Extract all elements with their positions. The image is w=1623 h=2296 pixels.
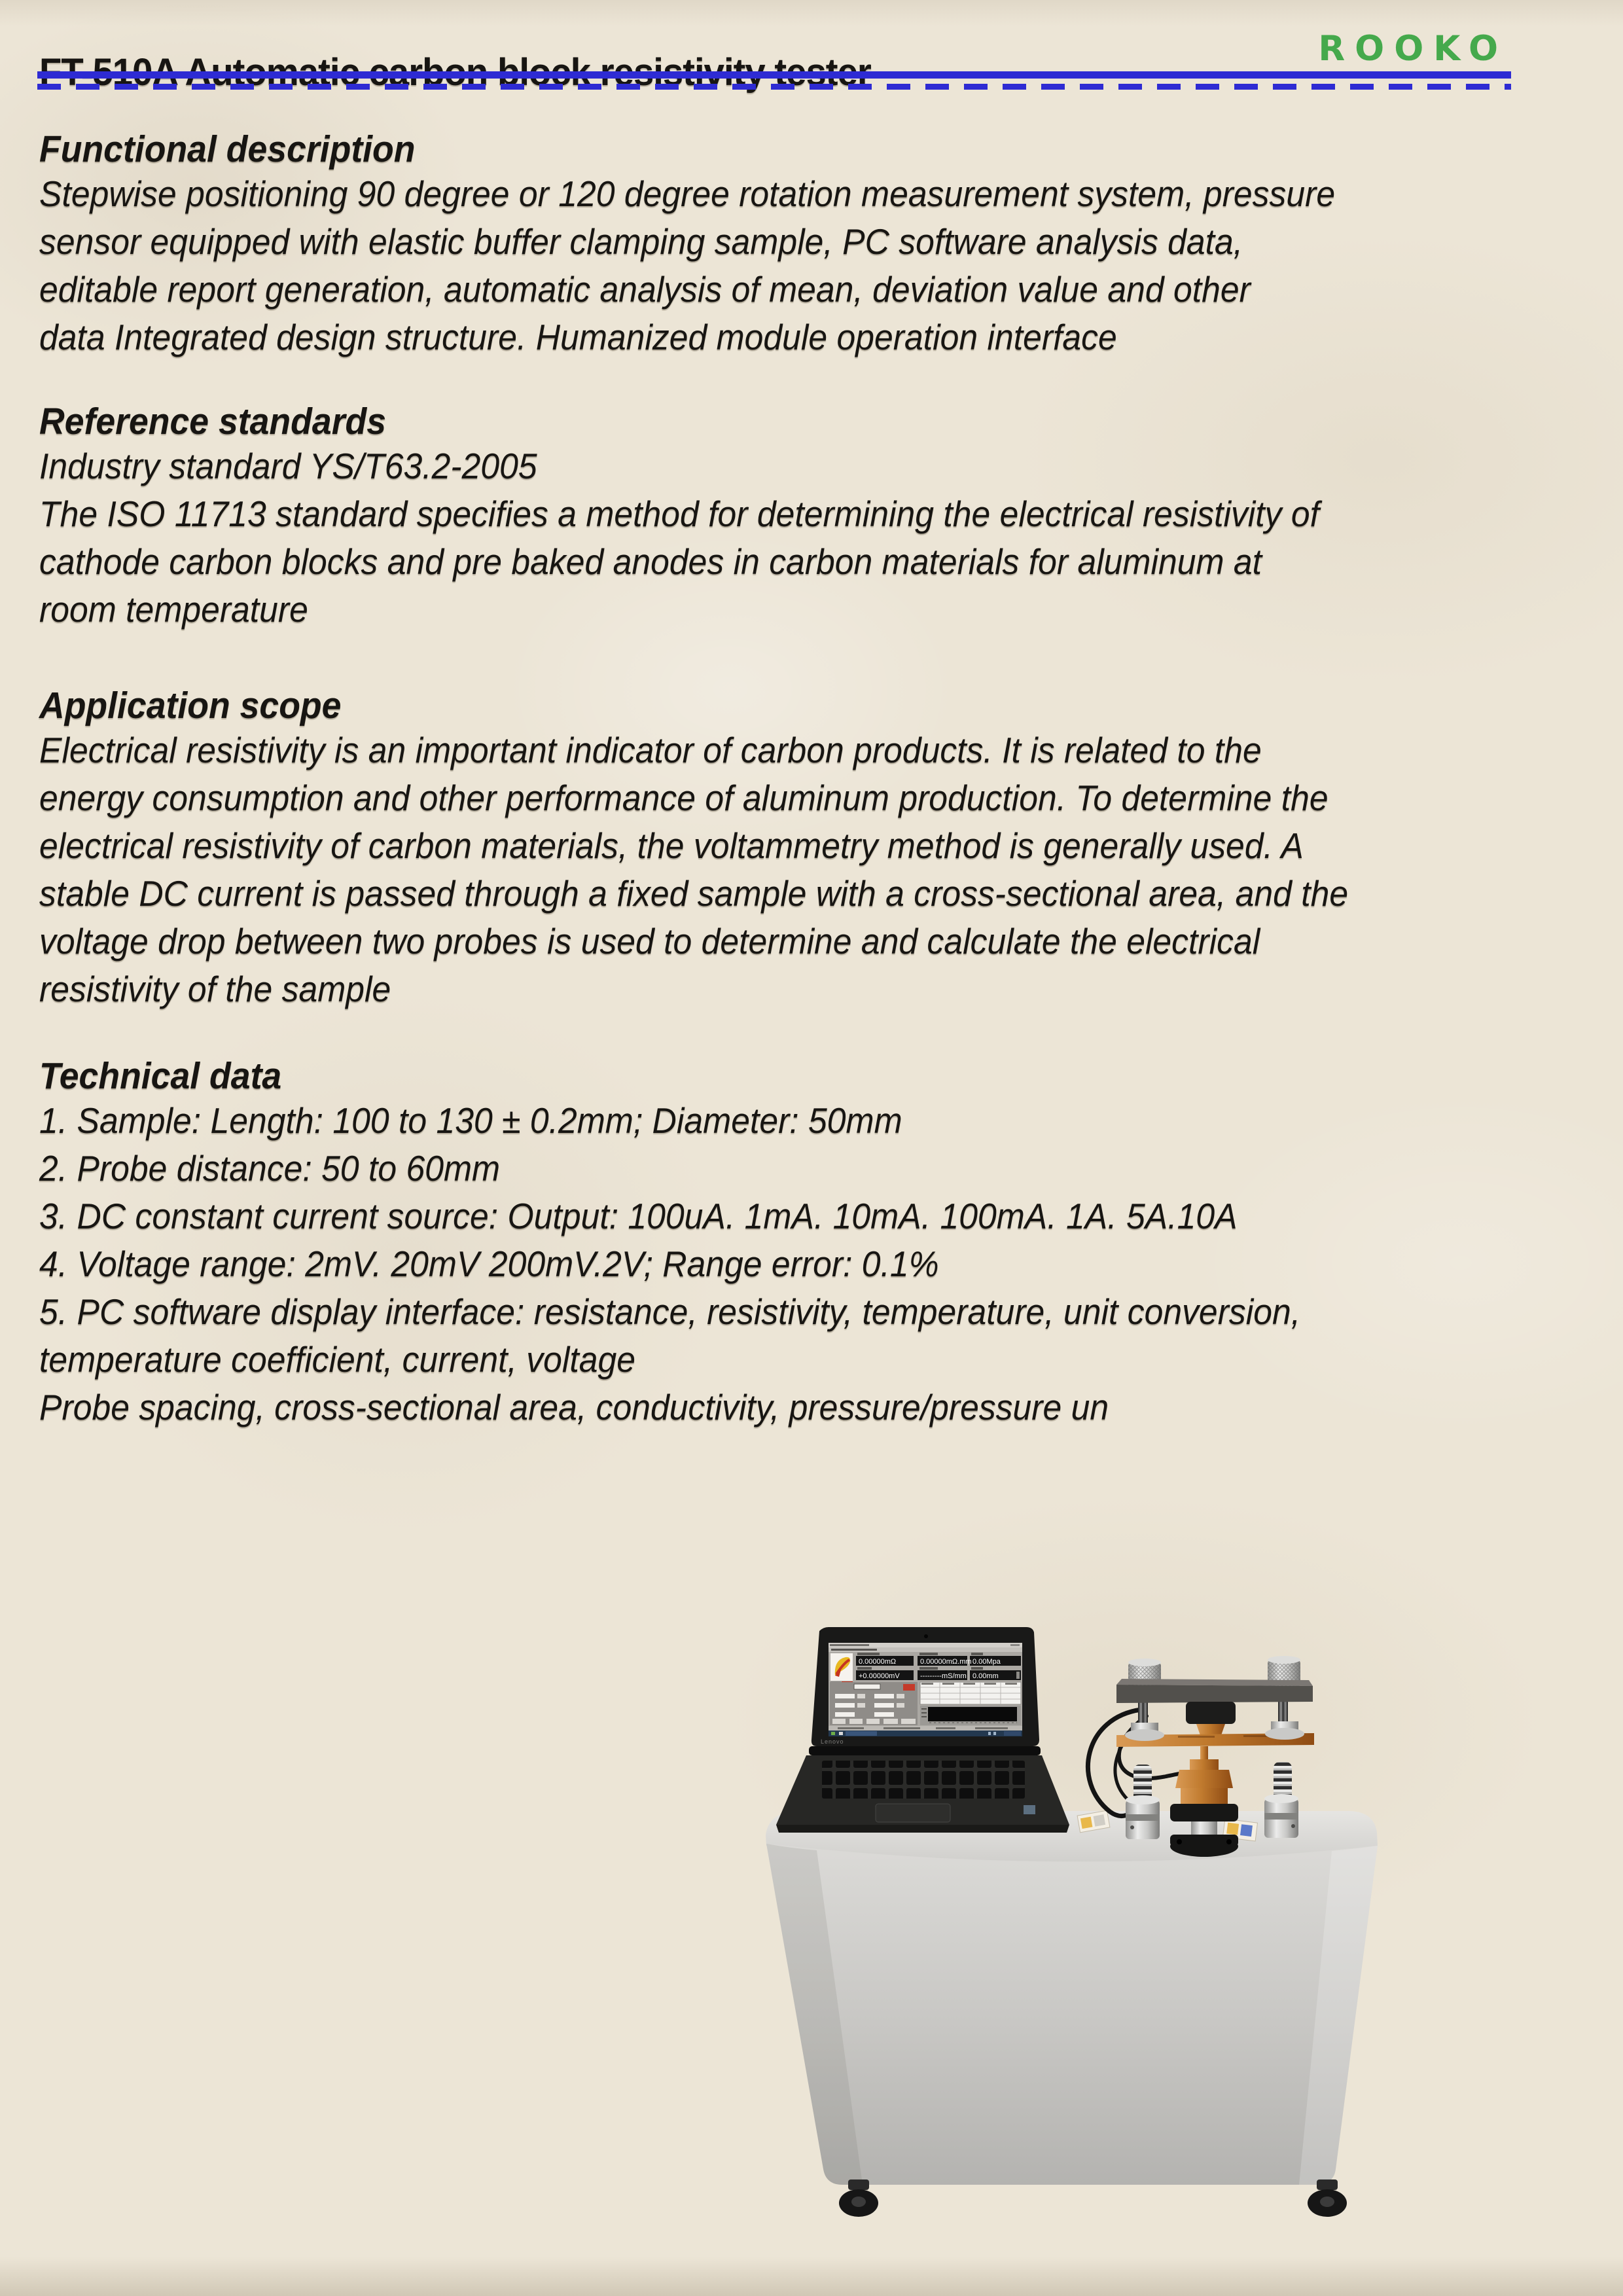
text-line: temperature coefficient, current, voltage [39, 1339, 635, 1380]
base-collar-right [1264, 1794, 1298, 1838]
pressure-sensor [1186, 1702, 1236, 1724]
text-line: electrical resistivity of carbon materials, the voltammetry method is generally used. A [39, 825, 1304, 866]
text-line: Electrical resistivity is an important indicator of carbon products. It is related to the [39, 730, 1262, 770]
svg-text:0.00mm: 0.00mm [972, 1672, 999, 1680]
taskbar[interactable] [829, 1731, 1022, 1736]
param-button[interactable] [857, 1703, 865, 1708]
text-line: Probe spacing, cross-sectional area, conductivity, pressure/pressure un [39, 1387, 1109, 1427]
action-button[interactable] [883, 1719, 898, 1724]
action-button[interactable] [832, 1719, 846, 1724]
sample-clamp-stack [1170, 1746, 1238, 1857]
text-line: sensor equipped with elastic buffer clamping sample, PC software analysis data, [39, 221, 1243, 262]
text-line: room temperature [39, 589, 308, 630]
caster-wheel-right [1308, 2179, 1347, 2217]
section-body [39, 1097, 1544, 1431]
laptop-front-edge [776, 1825, 1069, 1833]
section-body [39, 442, 1544, 634]
start-button[interactable] [903, 1684, 915, 1691]
text-line: data Integrated design structure. Humanized module operation interface [39, 317, 1117, 357]
param-input[interactable] [874, 1694, 894, 1698]
action-button[interactable] [866, 1719, 880, 1724]
start-button-icon[interactable] [831, 1732, 835, 1735]
section-body [39, 170, 1544, 361]
laptop [776, 1627, 1069, 1833]
laptop-brand-label: Lenovo [821, 1738, 844, 1745]
product-photo [746, 1617, 1387, 2225]
brand-logo: ROOKO [1318, 29, 1508, 69]
param-input[interactable] [835, 1694, 855, 1698]
svg-text:0.00Mpa: 0.00Mpa [972, 1658, 1001, 1666]
section-functional-description [39, 128, 1544, 361]
action-button[interactable] [901, 1719, 916, 1724]
section-heading: Technical data [39, 1055, 282, 1097]
cabinet [766, 1810, 1378, 2217]
cabinet-front [766, 1844, 1378, 2185]
text-line: 4. Voltage range: 2mV. 20mV 200mV.2V; Range error: 0.1% [39, 1244, 939, 1284]
section-reference-standards [39, 401, 1544, 634]
param-button[interactable] [897, 1694, 904, 1698]
base-collar-left [1126, 1795, 1160, 1839]
caster-wheel-left [839, 2179, 878, 2217]
text-line: 5. PC software display interface: resistance, resistivity, temperature, unit conversion, [39, 1291, 1301, 1332]
waveform-chart [920, 1706, 1021, 1725]
control-panel [830, 1682, 918, 1725]
text-line: voltage drop between two probes is used to determine and calculate the electrical [39, 921, 1260, 961]
text-line: cathode carbon blocks and pre baked anodes in carbon materials for aluminum at [39, 541, 1262, 582]
param-button[interactable] [897, 1703, 904, 1708]
top-crossbar [1116, 1679, 1313, 1703]
svg-text:---------mS/mm: ---------mS/mm [920, 1672, 967, 1680]
text-line: 2. Probe distance: 50 to 60mm [39, 1148, 501, 1189]
text-line: Industry standard YS/T63.2-2005 [39, 446, 537, 486]
laptop-hinge [809, 1746, 1041, 1755]
section-body [39, 726, 1544, 1013]
param-input[interactable] [835, 1703, 855, 1708]
param-button[interactable] [857, 1694, 865, 1698]
taskbar-clock [1004, 1731, 1021, 1736]
param-input[interactable] [835, 1712, 855, 1717]
section-heading: Reference standards [39, 401, 387, 442]
webcam-icon [924, 1634, 928, 1638]
laptop-keyboard[interactable] [822, 1761, 1025, 1799]
text-line: The ISO 11713 standard specifies a method for determining the electrical resistivity of [39, 493, 1319, 534]
text-line: Stepwise positioning 90 degree or 120 degree rotation measurement system, pressure [39, 173, 1336, 214]
laptop-touchpad[interactable] [876, 1804, 950, 1822]
product-photo-illustration [746, 1617, 1387, 2225]
text-line: editable report generation, automatic analysis of mean, deviation value and other [39, 269, 1251, 310]
header-rule-dashed [37, 84, 1511, 90]
section-application-scope [39, 685, 1544, 1013]
svg-text:0.00000mΩ.mm: 0.00000mΩ.mm [920, 1658, 972, 1666]
text-line: energy consumption and other performance of aluminum production. To determine the [39, 778, 1329, 818]
action-button[interactable] [849, 1719, 863, 1724]
svg-text:0.00000mΩ: 0.00000mΩ [859, 1658, 897, 1666]
section-heading: Application scope [39, 685, 342, 726]
text-line: stable DC current is passed through a fixed sample with a cross-sectional area, and the [39, 873, 1349, 914]
text-line: resistivity of the sample [39, 969, 391, 1009]
text-line: 3. DC constant current source: Output: 100uA. 1mA. 10mA. 100mA. 1A. 5A.10A [39, 1196, 1238, 1236]
text-line: 1. Sample: Length: 100 to 130 ± 0.2mm; Diameter: 50mm [39, 1100, 902, 1141]
mode-dropdown[interactable] [854, 1684, 880, 1689]
cpu-sticker [1024, 1805, 1035, 1814]
section-technical-data [39, 1055, 1544, 1431]
section-heading: Functional description [39, 128, 416, 170]
param-input[interactable] [874, 1703, 894, 1708]
param-input[interactable] [874, 1712, 894, 1717]
measurement-software-window [829, 1643, 1022, 1731]
svg-text:+0.00000mV: +0.00000mV [859, 1672, 900, 1680]
sample-disc [1170, 1804, 1238, 1821]
data-grid [920, 1682, 1021, 1704]
header-rule-solid [37, 71, 1511, 79]
